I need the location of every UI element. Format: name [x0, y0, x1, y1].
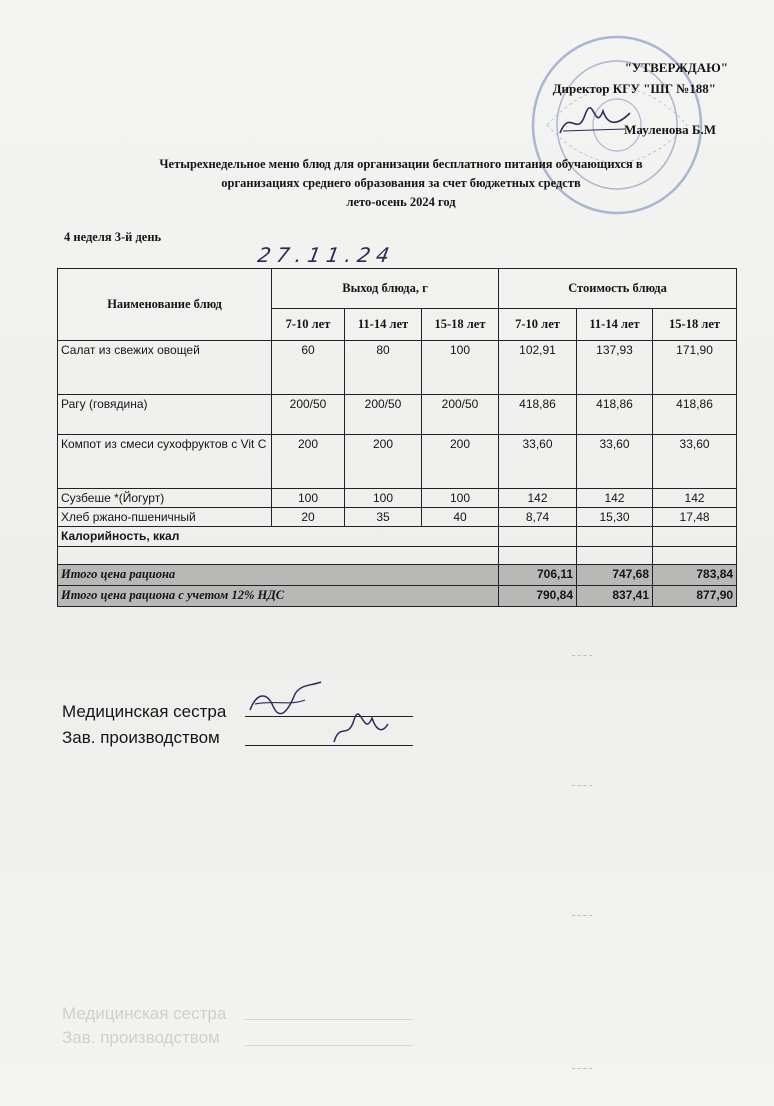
- dish-name: Салат из свежих овощей: [58, 341, 272, 395]
- document-title: [96, 155, 706, 212]
- output-cell: 100: [422, 341, 499, 395]
- week-day-label: 4 неделя 3-й день: [64, 230, 162, 244]
- empty-cell: [499, 547, 577, 565]
- production-signature: [330, 712, 390, 748]
- output-cell: 100: [422, 489, 499, 508]
- empty-cell: [653, 547, 737, 565]
- scan-artifact: [572, 655, 592, 656]
- cost-cell: 33,60: [577, 435, 653, 489]
- output-cell: 200/50: [272, 395, 345, 435]
- cost-cell: 8,74: [499, 508, 577, 527]
- header-age: 7-10 лет: [272, 309, 345, 341]
- approval-name: Мауленова Б.М: [624, 122, 716, 137]
- calories-row: [58, 527, 737, 547]
- calories-label: Калорийность, ккал: [58, 527, 499, 547]
- table-row: [58, 395, 737, 435]
- scan-artifact: [572, 1068, 592, 1069]
- cost-cell: 33,60: [499, 435, 577, 489]
- cost-cell: 418,86: [499, 395, 577, 435]
- cost-cell: 33,60: [653, 435, 737, 489]
- output-cell: 60: [272, 341, 345, 395]
- output-cell: 35: [345, 508, 422, 527]
- header-age: 15-18 лет: [422, 309, 499, 341]
- output-cell: 100: [345, 489, 422, 508]
- empty-row: [58, 547, 737, 565]
- bleed-through-production: Зав. производством: [62, 1028, 220, 1047]
- title-line-1: Четырехнедельное меню блюд для организации бесплатного питания обучающихся в: [159, 157, 643, 171]
- title-line-2: организациях среднего образования за счет бюджетных средств: [221, 176, 581, 190]
- bleed-through-line: [245, 1019, 413, 1020]
- header-dish-name: Наименование блюд: [58, 269, 272, 341]
- empty-cell: [499, 527, 577, 547]
- dish-name: Компот из смеси сухофруктов с Vit C: [58, 435, 272, 489]
- empty-cell: [577, 547, 653, 565]
- output-cell: 200/50: [345, 395, 422, 435]
- dish-name: Сузбеше *(Йогурт): [58, 489, 272, 508]
- output-cell: 200: [422, 435, 499, 489]
- empty-cell: [653, 527, 737, 547]
- cost-cell: 418,86: [577, 395, 653, 435]
- cost-cell: 15,30: [577, 508, 653, 527]
- cost-cell: 137,93: [577, 341, 653, 395]
- header-cost: Стоимость блюда: [499, 269, 737, 309]
- table-row: [58, 435, 737, 489]
- bleed-through-nurse: Медицинская сестра: [62, 1004, 227, 1023]
- output-cell: 200/50: [422, 395, 499, 435]
- output-cell: 200: [345, 435, 422, 489]
- total-vat-label: Итого цена рациона с учетом 12% НДС: [58, 586, 499, 607]
- total-vat-cost: 877,90: [653, 586, 737, 607]
- total-cost: 747,68: [577, 565, 653, 586]
- header-age: 11-14 лет: [345, 309, 422, 341]
- total-row: [58, 565, 737, 586]
- dish-name: Хлеб ржано-пшеничный: [58, 508, 272, 527]
- output-cell: 200: [272, 435, 345, 489]
- total-vat-cost: 790,84: [499, 586, 577, 607]
- total-cost: 783,84: [653, 565, 737, 586]
- scan-artifact: [572, 785, 592, 786]
- nurse-label: Медицинская сестра: [62, 702, 227, 721]
- director-signature: [555, 103, 635, 143]
- empty-cell: [577, 527, 653, 547]
- total-cost: 706,11: [499, 565, 577, 586]
- table-row: [58, 489, 737, 508]
- production-label: Зав. производством: [62, 728, 220, 747]
- cost-cell: 142: [653, 489, 737, 508]
- header-output: Выход блюда, г: [272, 269, 499, 309]
- output-cell: 100: [272, 489, 345, 508]
- approval-title: "УТВЕРЖДАЮ": [624, 60, 728, 75]
- cost-cell: 171,90: [653, 341, 737, 395]
- nurse-signature: [245, 680, 325, 724]
- cost-cell: 418,86: [653, 395, 737, 435]
- output-cell: 20: [272, 508, 345, 527]
- menu-table: [57, 268, 737, 607]
- total-vat-row: [58, 586, 737, 607]
- header-age: 7-10 лет: [499, 309, 577, 341]
- total-vat-cost: 837,41: [577, 586, 653, 607]
- bleed-through-line: [245, 1045, 413, 1046]
- handwritten-date: 27.11.24: [255, 243, 398, 267]
- approval-director: Директор КГУ "ШГ №188": [552, 81, 716, 96]
- empty-cell: [58, 547, 499, 565]
- output-cell: 80: [345, 341, 422, 395]
- header-age: 15-18 лет: [653, 309, 737, 341]
- cost-cell: 142: [577, 489, 653, 508]
- dish-name: Рагу (говядина): [58, 395, 272, 435]
- header-age: 11-14 лет: [577, 309, 653, 341]
- scan-artifact: [572, 915, 592, 916]
- total-label: Итого цена рациона: [58, 565, 499, 586]
- output-cell: 40: [422, 508, 499, 527]
- table-row: [58, 508, 737, 527]
- cost-cell: 142: [499, 489, 577, 508]
- table-row: [58, 341, 737, 395]
- cost-cell: 102,91: [499, 341, 577, 395]
- cost-cell: 17,48: [653, 508, 737, 527]
- title-line-3: лето-осень 2024 год: [346, 195, 456, 209]
